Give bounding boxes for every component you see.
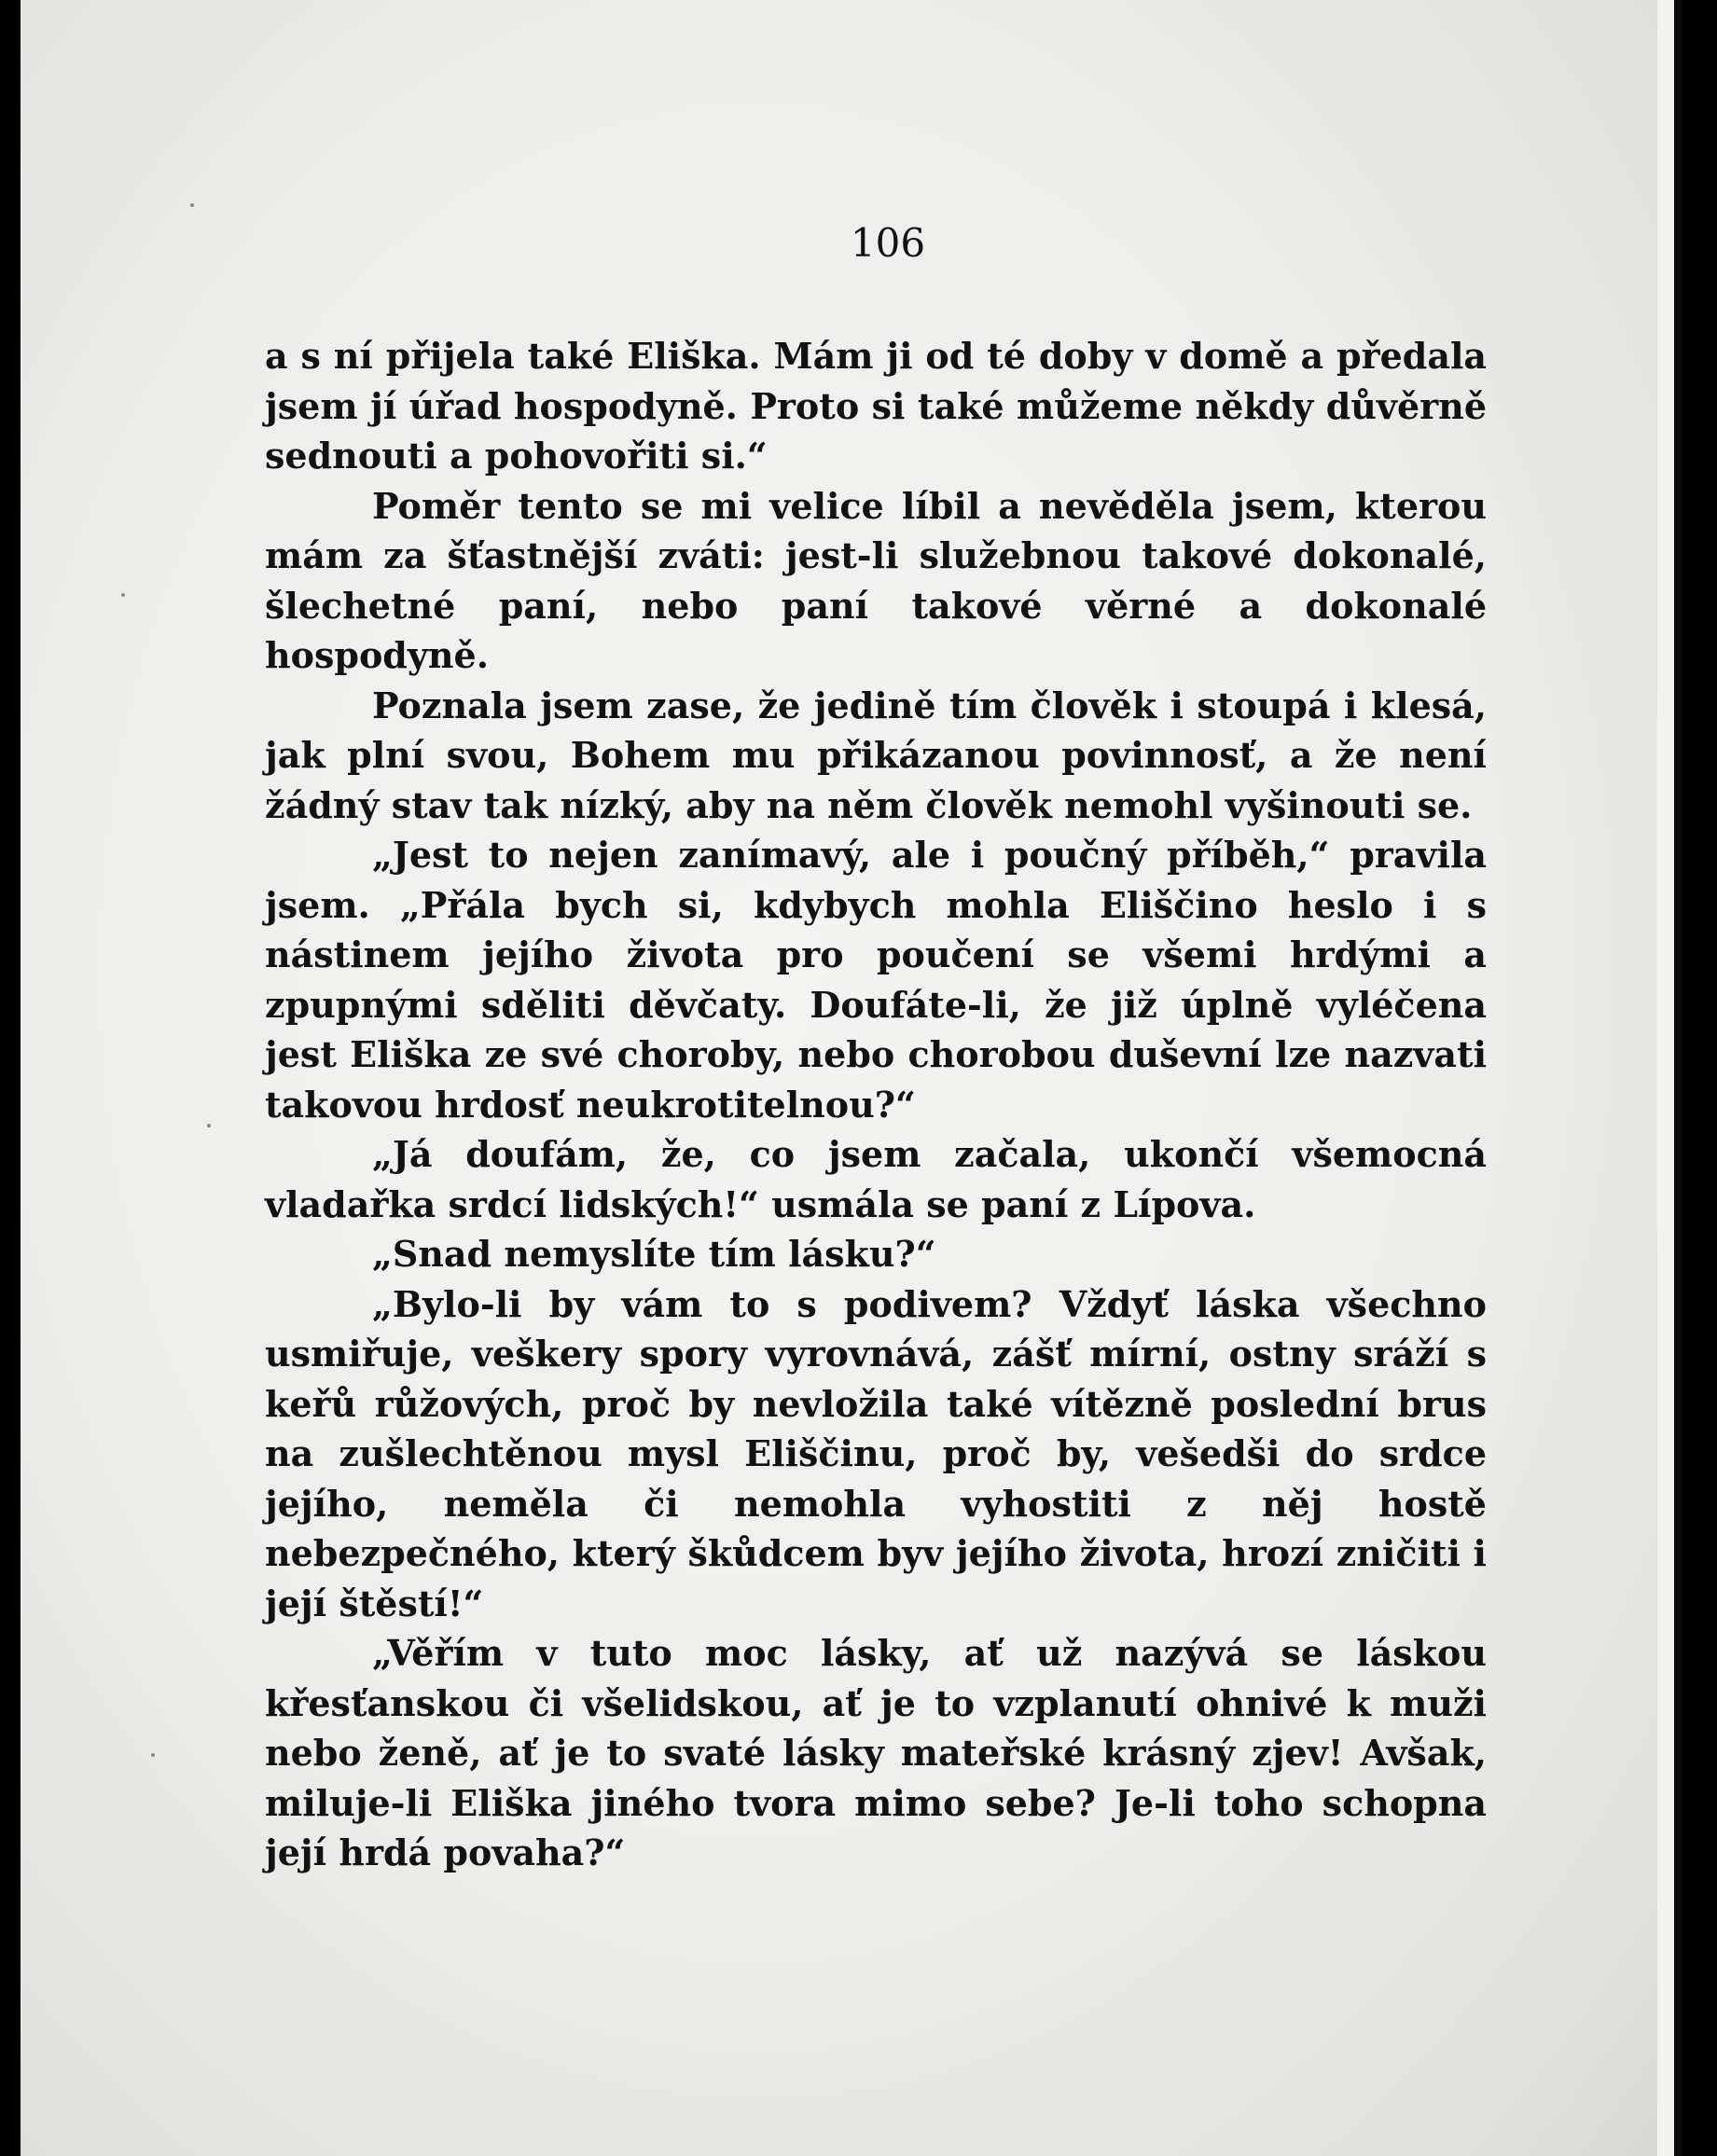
paper-sheet: [21, 0, 1657, 2156]
paragraph-6: „Snad nemyslíte tím lásku?“: [372, 1233, 936, 1275]
paragraph-1: a s ní přijela také Eliška. Mám ji od té doby v domě a předala jsem jí úřad hospodyně. Proto si také můžeme někdy důvěrně sednouti a pohovořiti si.“: [265, 335, 1487, 477]
scan-speck: [151, 1753, 155, 1757]
body-text: [265, 331, 1487, 1878]
paragraph-3: Poznala jsem zase, že jedině tím člověk i stoupá i klesá, jak plní svou, Bohem mu přikázanou povinnosť, a že není žádný stav tak nízký, aby na něm člověk nemohl vyšinouti se.: [265, 684, 1487, 826]
paragraph-8: „Věřím v tuto moc lásky, ať už nazývá se láskou křesťanskou či všelidskou, ať je to vzplanutí ohnivé k muži nebo ženě, ať je to svaté lásky mateřské krásný zjev! Avšak, miluje-li Eliška jiného tvora mimo sebe? Je-li toho schopna její hrdá povaha?“: [265, 1632, 1487, 1873]
paragraph-5: „Já doufám, že, co jsem začala, ukončí všemocná vladařka srdcí lidských!“ usmála se paní z Lípova.: [265, 1133, 1487, 1225]
page-edge-margin: [1657, 0, 1674, 2156]
page-edge-rule: [1674, 0, 1682, 2156]
scan-speck: [121, 593, 125, 597]
paragraph-7: „Bylo-li by vám to s podivem? Vždyť láska všechno usmiřuje, veškery spory vyrovnává, zášť mírní, ostny sráží s keřů růžových, proč by nevložila také vítězně poslední brus na zušlechtěnou mysl Eliščinu, proč by, vešedši do srdce jejího, neměla či nemohla vyhostiti z něj hostě nebezpečného, který škůdcem byv jejího života, hrozí zničiti i její štěstí!“: [265, 1282, 1487, 1624]
scan-speck: [207, 1124, 211, 1127]
scan-speck: [190, 203, 194, 207]
paragraph-4: „Jest to nejen zanímavý, ale i poučný příběh,“ pravila jsem. „Přála bych si, kdybych mohla Eliščino heslo i s nástinem jejího života pro poučení se všemi hrdými a zpupnými sděliti děvčaty. Doufáte-li, že již úplně vyléčena jest Eliška ze své choroby, nebo chorobou duševní lze nazvati takovou hrdosť neukrotitelnou?“: [265, 834, 1487, 1126]
paragraph-2: Poměr tento se mi velice líbil a nevěděla jsem, kterou mám za šťastnější zváti: jest-li služebnou takové dokonalé, šlechetné paní, nebo paní takové věrné a dokonalé hospodyně.: [265, 484, 1487, 676]
page-number: 106: [850, 220, 926, 266]
